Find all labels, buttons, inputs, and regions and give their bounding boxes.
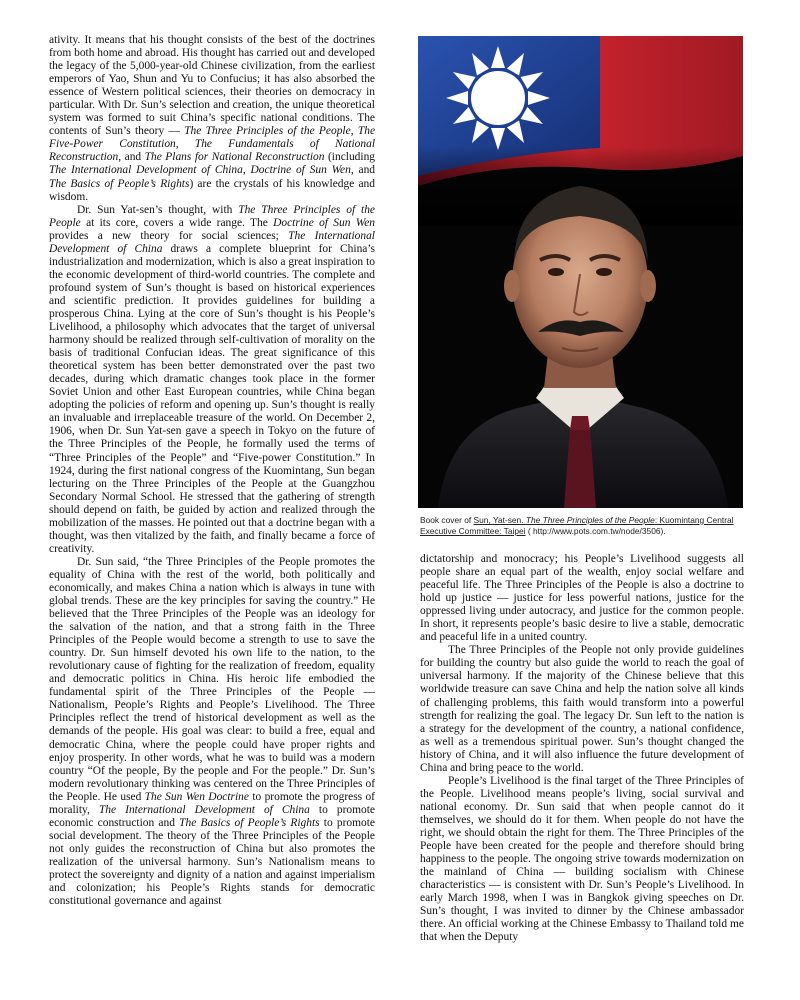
right-text-column (420, 553, 744, 997)
italic-title-text: The International Development of China (49, 229, 375, 255)
paragraph-text: , (242, 164, 251, 177)
caption-book-title: The Three Principles of the People (525, 515, 655, 525)
portrait-illustration (418, 36, 743, 508)
paragraph-text: ativity. It means that his thought consists of the best of the doctrines from both home and abroad. His thought has carried out and developed the legacy of the 5,000-year-old Chinese civilization, from the earliest emperors of Yao, Shun and Yu to Confucius; it has also absorbed the essence of Western political sciences, their theories on democracy in particular. With Dr. Sun’s selection and creation, the unique theoretical system was formed to suit China’s specific national conditions. The contents of Sun’s theory — (49, 34, 375, 138)
body-paragraph (420, 644, 744, 774)
italic-title-text: The Three Principles of the People (184, 125, 351, 138)
paragraph-text: , and (118, 151, 145, 164)
italic-title-text: The Basics of People’s Rights (49, 177, 190, 190)
paragraph-text: , (350, 125, 358, 138)
figure-caption (420, 515, 745, 537)
paragraph-text: to promote the progress of morality, (49, 790, 375, 816)
paragraph-text: dictatorship and monocracy; his People’s Livelihood suggests all people share an equal part of the wealth, enjoy social welfare and peaceful life. The Three Principles of the People is also a doctrine to hold up justice — justice for less powerful nations, justice for the oppressed living under autocracy, and justice for the common people. In short, it represents people’s basic desire to live a stable, democratic and peaceful life in a united country. (420, 553, 744, 644)
left-text-column (49, 34, 375, 996)
italic-title-text: The Sun Wen Doctrine (144, 790, 249, 803)
paragraph-text: People’s Livelihood is the final target of the Three Principles of the People. Livelihood means people’s living, social survival and national economy. Dr. Sun said that when people cannot do it themselves, we should do it for them. When people do not have the right, we should obtain the right for them. The Three Principles of the People have been created for the people and therefore should bring happiness to the people. The ongoing strive towards modernization on the mainland of China — building socialism with Chinese characteristics — is consistent with Dr. Sun’s People’s Livelihood. In early March 1998, when I was in Bangkok giving speeches on Dr. Sun’s thought, I was invited to dinner by the Chinese ambassador there. An official working at the Chinese Embassy to Thailand told me that when the Deputy (420, 774, 744, 944)
paragraph-text: , and (350, 164, 375, 177)
paragraph-text: Dr. Sun said, “the Three Principles of the People promotes the equality of China with the rest of the world, both politically and economically, and makes China a nation which is always in tune with global trends. These are the key principles for saving the country.” He believed that the Three Principles of the People was an ideology for the salvation of the nation, and that a strong faith in the Three Principles of the People would become a strength to use to save the country. Dr. Sun himself devoted his own life to the nation, to the revolutionary cause of fighting for the realization of freedom, equality and democratic politics in China. His heroic life embodied the fundamental spirit of the Three Principles of the People — Nationalism, People’s Rights and People’s Livelihood. The Three Principles reflect the trend of historical development as well as the demands of the people. His goal was clear: to build a free, equal and democratic China, where the people could have proper rights and enjoy prosperity. In other words, what he was to build was a modern country “Of the people, By the people and For the people.” Dr. Sun’s modern revolutionary thinking was centered on the Three Principles of the People. He used (49, 555, 375, 803)
caption-author: Sun, Yat-sen. (473, 515, 526, 525)
italic-title-text: The Plans for National Reconstruction (144, 151, 325, 164)
italic-title-text: The Five-Power Constitution (49, 125, 375, 151)
caption-prefix: Book cover of (420, 515, 474, 525)
body-paragraph (420, 553, 744, 644)
italic-title-text: The Basics of People’s Rights (179, 816, 320, 829)
caption-publisher: : Kuomintang Central Executive Committee: Taipei (420, 515, 734, 536)
paragraph-text: (including (324, 151, 375, 164)
italic-title-text: The Fundamentals of National Reconstruction (49, 138, 375, 164)
paragraph-text: The Three Principles of the People not only provide guidelines for building the country but also guide the world to reach the goal of universal harmony. If the majority of the Chinese believe that this worldwide treasure can save China and help the nation solve all kinds of challenging problems, this faith would transform into a powerful strength for realizing the goal. The legacy Dr. Sun left to the nation is a strategy for the development of the country, a national confidence, as well as a tremendous spiritual power. Sun’s thought changed the history of China, and it will also influence the future development of China and bring peace to the world. (420, 644, 744, 774)
paragraph-text: at its core, covers a wide range. The (80, 216, 274, 229)
paragraph-text: to promote social development. The theory of the Three Principles of the People not only guides the reconstruction of China but also promotes the realization of the universal harmony. Sun’s Nationalism means to protect the sovereignty and dignity of a nation and against imperialism and colonization; his People’s Rights stands for democratic constitutional governance and against (49, 816, 375, 908)
italic-title-text: Doctrine of Sun Wen (273, 216, 375, 229)
paragraph-text: provides a new theory for social sciences; (49, 229, 289, 242)
italic-title-text: The International Development of China (49, 164, 243, 177)
italic-title-text: The International Development of China (98, 803, 310, 816)
body-paragraph (49, 204, 375, 556)
caption-url: ( http://www.pots.com.tw/node/3506). (525, 526, 666, 536)
body-paragraph (420, 775, 744, 945)
body-paragraph (49, 34, 375, 204)
paragraph-text: Dr. Sun Yat-sen’s thought, with (77, 203, 239, 216)
italic-title-text: Doctrine of Sun Wen (250, 164, 351, 177)
paragraph-text: draws a complete blueprint for China’s industrialization and modernization, which is also a great inspiration to the economic development of third-world countries. The complete and profound system of Sun’s thought is based on historical experiences and scientific prediction. It provides guidelines for building a prosperous China. Lying at the core of Sun’s thought is his People’s Livelihood, a philosophy which advocates that the target of universal harmony should be realized through self-cultivation of morality on the basis of traditional Confucian ideas. The great significance of this theoretical system has been better demonstrated over the past two decades, during which dramatic changes took place in the former Soviet Union and other East European countries, while China began adopting the policies of reform and opening up. Sun’s thought is really an invaluable and irreplaceable treasure of the world. On December 2, 1906, when Dr. Sun Yat-sen gave a speech in Tokyo on the future of the Three Principles of the People, he formally used the terms of “Three Principles of the People” and “Five-power Constitution.” In 1924, during the first national congress of the Kuomintang, Sun began lecturing on the Three Principles of the People at the Guangzhou Secondary Normal School. He stressed that the gathering of strength should depend on faith, be guided by action and realized through the mobilization of the masses. He pointed out that a doctrine began with a thought, was then vitalized by the faith, and finally became a force of creativity. (49, 242, 375, 555)
body-paragraph (49, 556, 375, 908)
book-cover-image (418, 36, 743, 508)
paragraph-text: , (175, 138, 195, 151)
paragraph-text: to promote economic construction and (49, 803, 375, 829)
italic-title-text: The Three Principles of the People (49, 203, 375, 229)
paragraph-text: ) are the crystals of his knowledge and wisdom. (49, 177, 375, 203)
